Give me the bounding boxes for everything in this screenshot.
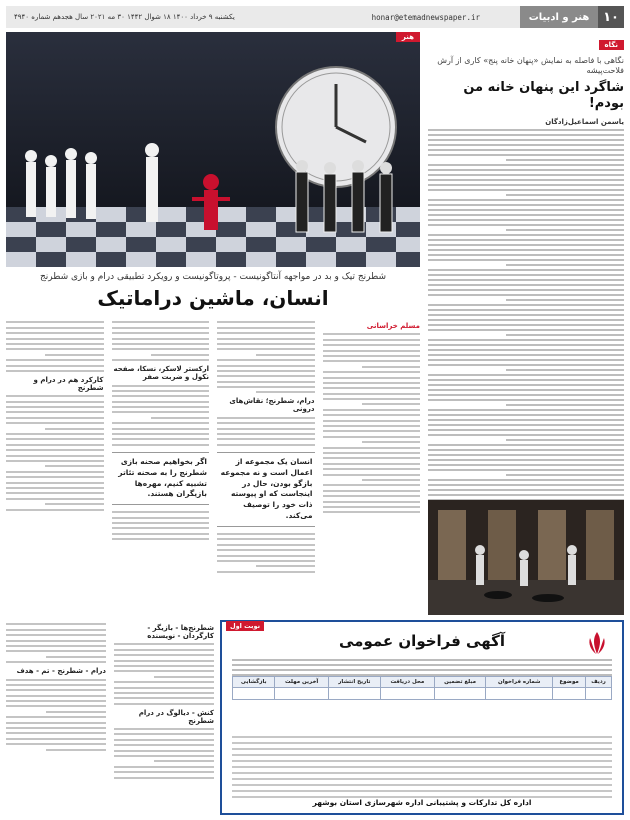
- article-column-1: [323, 318, 421, 618]
- lower-column-2: [6, 620, 106, 815]
- stage-photo: [6, 32, 420, 267]
- page-number: ۱۰: [598, 6, 624, 28]
- photo-tag: هنر: [396, 32, 420, 42]
- column-text: [6, 395, 104, 510]
- section-heading: شطرنج‌ها - بازیگر - کارگردان - نویسنده: [147, 624, 214, 640]
- ad-table-header: محل دریافت: [380, 677, 434, 688]
- stage-photo-secondary: [428, 500, 624, 615]
- section-heading: ارکستر لاسکر، نسکا، صفحه نکول و ضربت صفر: [113, 365, 209, 382]
- ad-table-cell: [586, 688, 612, 700]
- column-text: [217, 533, 315, 573]
- section-heading: درام - شطرنج - تم - هدف: [16, 667, 106, 676]
- section-heading: کنش - دیالوگ در درام شطرنج: [138, 708, 214, 725]
- article-title: شاگرد این پنهان خانه من بودم!: [463, 79, 624, 112]
- ad-table-cell: [233, 688, 275, 700]
- column-text: [217, 321, 315, 393]
- lower-columns: [6, 620, 214, 815]
- pull-quote: انسان یک مجموعه از اعمال است و نه مجموعه بازگو بودن، حال در اینجاست که او پیوسته ذات خود را توصیف می‌کند.: [217, 452, 315, 527]
- ad-table: [232, 676, 612, 700]
- section-email[interactable]: honar@etemadnewspaper.ir: [371, 12, 480, 22]
- article-headline: انسان، ماشین دراماتیک: [97, 286, 329, 310]
- ad-table-cell: [486, 688, 553, 700]
- ad-table-header: ردیف: [586, 677, 612, 688]
- article-kicker: شطرنج تیک و بد در مواجهه آنتاگونیست - پروتاگونیست و رویکرد تطبیقی درام و بازی شطرنج: [39, 272, 387, 282]
- column-text: [114, 643, 214, 704]
- ad-table-header: تاریخ انتشار: [328, 677, 380, 688]
- article-columns: [6, 318, 420, 618]
- pull-quote: اگر بخواهیم صحنه بازی شطرنج را به صحنه تئاتر تشبیه کنیم، مهره‌ها بازیگران هستند.: [112, 452, 210, 506]
- ad-table-cell: [434, 688, 485, 700]
- column-text: [217, 417, 315, 446]
- article-author: یاسمن اسماعیل‌زادگان: [545, 118, 624, 127]
- section-heading: درام، شطرنج؛ نقاش‌های درونی: [229, 397, 315, 414]
- article-column-3: [112, 318, 210, 618]
- ad-table-cell: [328, 688, 380, 700]
- ad-table-cell: [275, 688, 328, 700]
- column-text: [112, 511, 210, 540]
- column-text: [323, 333, 421, 513]
- ad-table-header: موضوع: [553, 677, 586, 688]
- author-name: مسلم خراسانی: [366, 322, 420, 330]
- ad-table-cell: [380, 688, 434, 700]
- column-text: [112, 321, 210, 361]
- column-text: [6, 321, 104, 372]
- ad-table-cell: [553, 688, 586, 700]
- section-label: هنر و ادبیات: [520, 6, 598, 28]
- column-text: [6, 623, 106, 663]
- lower-column-1: [114, 620, 214, 815]
- section-heading: کارکرد هم در درام و شطرنج: [33, 375, 104, 392]
- ad-details-text: [232, 732, 612, 802]
- ad-table-header: مبلغ تضمین: [434, 677, 485, 688]
- column-text: [112, 385, 210, 446]
- column-tag: نگاه: [599, 40, 624, 50]
- ad-badge: نوبت اول: [226, 621, 264, 631]
- column-text: [6, 679, 106, 751]
- ad-title: آگهی فراخوان عمومی: [338, 632, 505, 650]
- ad-table-header: آخرین مهلت: [275, 677, 328, 688]
- article-supertitle: نگاهی با فاصله به نمایش «پنهان خانه پنج» کاری از آرش فلاحت‌پیشه: [437, 56, 624, 76]
- ad-table-header: شماره فراخوان: [486, 677, 553, 688]
- issue-date: یکشنبه ۹ خرداد ۱۴۰۰ ۱۸ شوال ۱۴۴۲ ۳۰ مه ۲۰۲۱ سال هجدهم شماره ۴۹۴۰: [14, 13, 235, 21]
- ad-footer: اداره کل تدارکات و پشتیبانی اداره شهرسازی استان بوشهر: [312, 798, 532, 807]
- page-header: [6, 6, 624, 28]
- public-notice-ad: [220, 620, 624, 815]
- article-column-2: [217, 318, 315, 618]
- ad-table-header: بازگشایی: [233, 677, 275, 688]
- column-text: [114, 728, 214, 779]
- article-column-4: [6, 318, 104, 618]
